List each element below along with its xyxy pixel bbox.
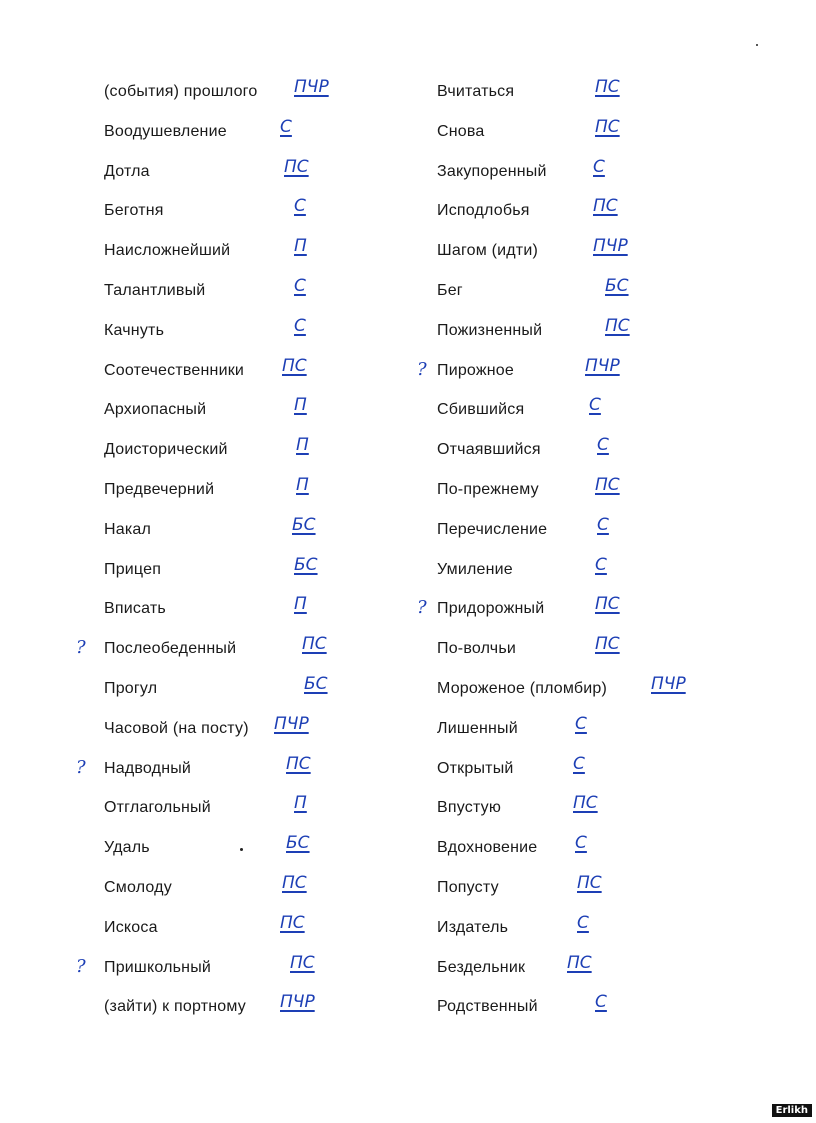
- handwritten-mark: БС: [292, 514, 316, 535]
- word-row: [437, 390, 807, 430]
- word-row: [417, 351, 807, 391]
- word-text: Шагом (идти): [437, 242, 538, 260]
- right-column: [417, 72, 807, 1027]
- ink-speck: [240, 848, 243, 851]
- word-text: Придорожный: [437, 600, 545, 618]
- word-text: Накал: [104, 520, 152, 538]
- handwritten-mark: П: [294, 236, 307, 257]
- handwritten-mark: ПС: [605, 315, 630, 336]
- word-text: Исподлобья: [437, 202, 530, 220]
- question-mark: ?: [417, 597, 427, 619]
- word-text: Отглагольный: [104, 799, 211, 817]
- word-row: [104, 430, 414, 470]
- question-mark: ?: [417, 358, 427, 380]
- word-row: [104, 828, 414, 868]
- handwritten-mark: С: [593, 156, 605, 177]
- word-text: Беготня: [104, 202, 164, 220]
- word-row: [104, 390, 414, 430]
- word-text: Прицеп: [104, 560, 162, 578]
- word-text: Бег: [437, 281, 463, 299]
- handwritten-mark: ПС: [593, 196, 618, 217]
- word-row: [76, 629, 414, 669]
- handwritten-mark: С: [577, 912, 589, 933]
- word-row: [104, 550, 414, 590]
- word-row: [76, 749, 414, 789]
- handwritten-mark: ПС: [595, 77, 620, 97]
- handwritten-mark: ПЧР: [280, 992, 315, 1013]
- word-text: Предвечерний: [104, 480, 215, 498]
- handwritten-mark: ПС: [595, 634, 620, 655]
- handwritten-mark: С: [597, 435, 609, 456]
- handwritten-mark: ПЧР: [294, 77, 329, 97]
- handwritten-mark: П: [296, 474, 309, 495]
- handwritten-mark: ПС: [577, 872, 602, 893]
- word-row: [104, 191, 414, 231]
- word-text: Пирожное: [437, 361, 514, 379]
- handwritten-mark: П: [294, 594, 307, 615]
- word-row: [76, 948, 414, 988]
- handwritten-mark: С: [294, 196, 306, 217]
- word-row: [104, 470, 414, 510]
- handwritten-mark: ПС: [595, 116, 620, 137]
- word-row: [437, 112, 807, 152]
- word-row: [417, 589, 807, 629]
- handwritten-mark: ПЧР: [274, 713, 309, 734]
- handwritten-mark: С: [597, 514, 609, 535]
- word-row: [437, 510, 807, 550]
- word-text: Послеобеденный: [104, 640, 237, 658]
- handwritten-mark: ПС: [595, 474, 620, 495]
- word-text: Родственный: [437, 998, 538, 1016]
- word-row: [437, 749, 807, 789]
- word-row: [104, 152, 414, 192]
- handwritten-mark: ПС: [282, 355, 307, 376]
- word-text: Талантливый: [104, 281, 206, 299]
- word-text: (зайти) к портному: [104, 998, 246, 1016]
- word-row: [104, 788, 414, 828]
- handwritten-mark: ПС: [302, 634, 327, 655]
- word-row: [104, 271, 414, 311]
- word-text: Отчаявшийся: [437, 441, 541, 459]
- word-text: Пришкольный: [104, 958, 212, 976]
- handwritten-mark: ПС: [280, 912, 305, 933]
- word-text: Прогул: [104, 679, 158, 697]
- word-text: Часовой (на посту): [104, 719, 249, 737]
- handwritten-mark: С: [595, 992, 607, 1013]
- word-row: [104, 112, 414, 152]
- word-text: Искоса: [104, 918, 158, 936]
- handwritten-mark: ПС: [567, 952, 592, 973]
- word-text: Закупоренный: [437, 162, 547, 180]
- question-mark: ?: [76, 756, 86, 778]
- word-row: [104, 589, 414, 629]
- word-row: [437, 629, 807, 669]
- word-row: [104, 351, 414, 391]
- word-text: Перечисление: [437, 520, 548, 538]
- word-row: [437, 430, 807, 470]
- word-text: Вписать: [104, 600, 166, 618]
- word-row: [437, 550, 807, 590]
- word-text: Воодушевление: [104, 122, 227, 140]
- word-row: [437, 311, 807, 351]
- word-row: [437, 828, 807, 868]
- question-mark: ?: [76, 955, 86, 977]
- word-row: [104, 510, 414, 550]
- word-text: Сбившийся: [437, 401, 525, 419]
- word-text: Мороженое (пломбир): [437, 679, 608, 697]
- watermark-logo: Erlikh: [772, 1104, 812, 1117]
- word-row: [437, 948, 807, 988]
- handwritten-mark: БС: [294, 554, 318, 575]
- word-row: [437, 231, 807, 271]
- handwritten-mark: ПС: [282, 872, 307, 893]
- handwritten-mark: БС: [605, 275, 629, 296]
- word-text: Вчитаться: [437, 83, 515, 100]
- word-row: [437, 908, 807, 948]
- word-text: По-волчьи: [437, 640, 516, 658]
- word-row: [437, 788, 807, 828]
- word-row: [437, 709, 807, 749]
- word-text: Смолоду: [104, 878, 172, 896]
- handwritten-mark: БС: [286, 833, 310, 854]
- word-text: Умиление: [437, 560, 513, 578]
- word-text: Впустую: [437, 799, 502, 817]
- word-row: [437, 868, 807, 908]
- word-text: Бездельник: [437, 958, 526, 976]
- question-mark: ?: [76, 637, 86, 659]
- word-row: [437, 987, 807, 1027]
- word-text: (события) прошлого: [104, 83, 258, 100]
- handwritten-mark: С: [595, 554, 607, 575]
- word-text: Доисторический: [104, 441, 228, 459]
- handwritten-mark: С: [575, 833, 587, 854]
- word-text: Попусту: [437, 878, 499, 896]
- word-text: Снова: [437, 122, 485, 140]
- word-row: [104, 669, 414, 709]
- handwritten-mark: П: [294, 793, 307, 814]
- word-row: [437, 271, 807, 311]
- handwritten-mark: С: [575, 713, 587, 734]
- handwritten-mark: ПЧР: [593, 236, 628, 257]
- handwritten-mark: ПС: [573, 793, 598, 814]
- handwritten-mark: С: [294, 275, 306, 296]
- word-row: [437, 669, 807, 709]
- word-text: Открытый: [437, 759, 514, 777]
- word-text: Дотла: [104, 162, 150, 180]
- handwritten-mark: ПС: [290, 952, 315, 973]
- word-text: Качнуть: [104, 321, 165, 339]
- handwritten-mark: С: [280, 116, 292, 137]
- handwritten-mark: С: [573, 753, 585, 774]
- handwritten-mark: С: [589, 395, 601, 416]
- handwritten-mark: ПС: [286, 753, 311, 774]
- handwritten-mark: С: [294, 315, 306, 336]
- word-text: Соотечественники: [104, 361, 245, 379]
- word-text: Наисложнейший: [104, 242, 231, 260]
- handwritten-mark: БС: [304, 673, 328, 694]
- handwritten-mark: ПС: [595, 594, 620, 615]
- word-row: [437, 72, 807, 112]
- left-column: [76, 72, 414, 1027]
- word-text: Пожизненный: [437, 321, 543, 339]
- word-text: По-прежнему: [437, 480, 539, 498]
- word-text: Вдохновение: [437, 839, 538, 857]
- handwritten-mark: ПС: [284, 156, 309, 177]
- word-row: [437, 152, 807, 192]
- word-row: [104, 709, 414, 749]
- word-row: [104, 908, 414, 948]
- ink-speck: [756, 44, 758, 46]
- word-row: [104, 231, 414, 271]
- handwritten-mark: ПЧР: [651, 673, 686, 694]
- word-text: Удаль: [104, 839, 150, 857]
- word-text: Издатель: [437, 918, 509, 936]
- word-text: Надводный: [104, 759, 192, 777]
- handwritten-mark: П: [296, 435, 309, 456]
- word-row: [104, 987, 414, 1027]
- word-text: Лишенный: [437, 719, 518, 737]
- handwritten-mark: П: [294, 395, 307, 416]
- handwritten-mark: ПЧР: [585, 355, 620, 376]
- word-row: [437, 191, 807, 231]
- word-row: [104, 311, 414, 351]
- word-row: [104, 868, 414, 908]
- word-row: [104, 72, 414, 112]
- word-text: Архиопасный: [104, 401, 207, 419]
- word-row: [437, 470, 807, 510]
